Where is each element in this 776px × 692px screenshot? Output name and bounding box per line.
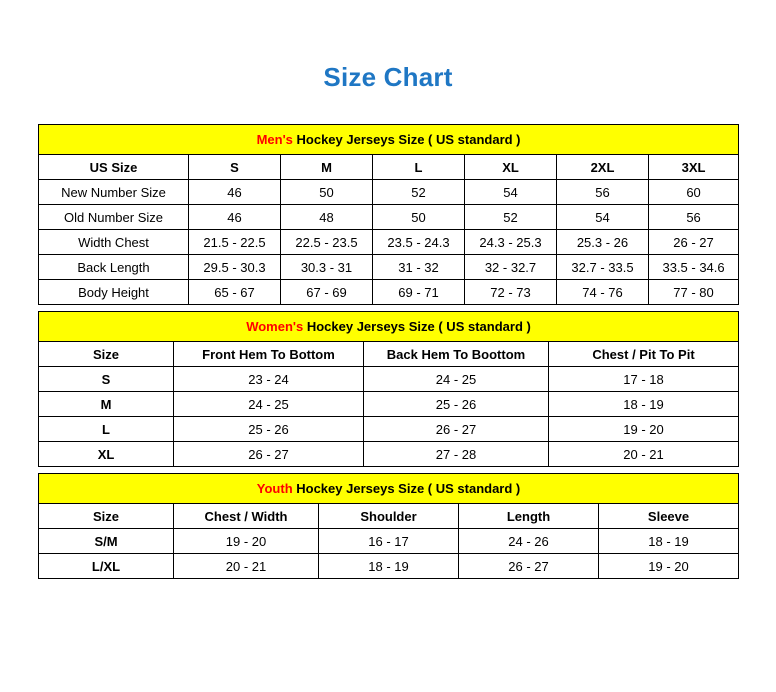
mens-row-3-val-4: 32.7 - 33.5 <box>557 255 649 280</box>
womens-row-3-val-2: 20 - 21 <box>549 442 739 467</box>
youth-col-0: Size <box>39 504 174 529</box>
mens-row-2-val-4: 25.3 - 26 <box>557 230 649 255</box>
table-row <box>39 180 739 205</box>
youth-row-0-val-1: 16 - 17 <box>319 529 459 554</box>
mens-row-3-val-2: 31 - 32 <box>373 255 465 280</box>
table-row <box>39 205 739 230</box>
mens-row-2-val-1: 22.5 - 23.5 <box>281 230 373 255</box>
table-section-heading-row <box>39 312 739 342</box>
mens-heading-rest: Hockey Jerseys Size ( US standard ) <box>292 132 521 147</box>
youth-row-1-label: L/XL <box>39 554 174 579</box>
youth-col-1: Chest / Width <box>174 504 319 529</box>
womens-row-1-label: M <box>39 392 174 417</box>
youth-heading-rest: Hockey Jerseys Size ( US standard ) <box>292 481 521 496</box>
mens-row-0-val-0: 46 <box>189 180 281 205</box>
womens-row-2-val-0: 25 - 26 <box>174 417 364 442</box>
table-header-row <box>39 155 739 180</box>
table-header-row <box>39 342 739 367</box>
mens-row-2-val-5: 26 - 27 <box>649 230 739 255</box>
table-section-heading-row <box>39 125 739 155</box>
mens-row-3-label: Back Length <box>39 255 189 280</box>
mens-row-3-val-5: 33.5 - 34.6 <box>649 255 739 280</box>
womens-row-1-val-0: 24 - 25 <box>174 392 364 417</box>
womens-row-0-val-2: 17 - 18 <box>549 367 739 392</box>
womens-row-2-val-1: 26 - 27 <box>364 417 549 442</box>
youth-col-4: Sleeve <box>599 504 739 529</box>
youth-row-1-val-1: 18 - 19 <box>319 554 459 579</box>
mens-col-1: S <box>189 155 281 180</box>
mens-col-5: 2XL <box>557 155 649 180</box>
mens-col-6: 3XL <box>649 155 739 180</box>
size-chart-tables <box>38 124 738 579</box>
womens-col-2: Back Hem To Boottom <box>364 342 549 367</box>
womens-section-heading <box>39 312 739 342</box>
womens-row-3-val-1: 27 - 28 <box>364 442 549 467</box>
youth-row-0-val-3: 18 - 19 <box>599 529 739 554</box>
youth-row-1-val-2: 26 - 27 <box>459 554 599 579</box>
mens-row-1-val-4: 54 <box>557 205 649 230</box>
womens-row-2-val-2: 19 - 20 <box>549 417 739 442</box>
womens-row-2-label: L <box>39 417 174 442</box>
mens-row-3-val-3: 32 - 32.7 <box>465 255 557 280</box>
youth-row-1-val-0: 20 - 21 <box>174 554 319 579</box>
mens-row-1-val-3: 52 <box>465 205 557 230</box>
mens-col-0: US Size <box>39 155 189 180</box>
table-row <box>39 367 739 392</box>
mens-row-4-val-2: 69 - 71 <box>373 280 465 305</box>
womens-row-3-label: XL <box>39 442 174 467</box>
mens-row-1-val-2: 50 <box>373 205 465 230</box>
mens-size-table <box>38 124 739 305</box>
mens-row-0-val-1: 50 <box>281 180 373 205</box>
youth-row-1-val-3: 19 - 20 <box>599 554 739 579</box>
mens-col-4: XL <box>465 155 557 180</box>
table-row <box>39 392 739 417</box>
mens-row-2-val-0: 21.5 - 22.5 <box>189 230 281 255</box>
mens-row-4-val-1: 67 - 69 <box>281 280 373 305</box>
womens-row-3-val-0: 26 - 27 <box>174 442 364 467</box>
mens-row-0-val-5: 60 <box>649 180 739 205</box>
mens-section-heading <box>39 125 739 155</box>
table-row <box>39 280 739 305</box>
table-row <box>39 255 739 280</box>
mens-row-1-val-5: 56 <box>649 205 739 230</box>
page-title: Size Chart <box>323 62 453 92</box>
youth-row-0-val-2: 24 - 26 <box>459 529 599 554</box>
womens-row-1-val-2: 18 - 19 <box>549 392 739 417</box>
womens-col-3: Chest / Pit To Pit <box>549 342 739 367</box>
mens-row-3-val-1: 30.3 - 31 <box>281 255 373 280</box>
mens-row-4-label: Body Height <box>39 280 189 305</box>
womens-row-1-val-1: 25 - 26 <box>364 392 549 417</box>
table-header-row <box>39 504 739 529</box>
womens-size-table <box>38 311 739 467</box>
table-row <box>39 442 739 467</box>
table-section-heading-row <box>39 474 739 504</box>
mens-row-0-val-3: 54 <box>465 180 557 205</box>
mens-row-4-val-3: 72 - 73 <box>465 280 557 305</box>
womens-row-0-label: S <box>39 367 174 392</box>
womens-heading-rest: Hockey Jerseys Size ( US standard ) <box>303 319 531 334</box>
mens-row-3-val-0: 29.5 - 30.3 <box>189 255 281 280</box>
womens-col-0: Size <box>39 342 174 367</box>
youth-row-0-val-0: 19 - 20 <box>174 529 319 554</box>
mens-row-1-val-0: 46 <box>189 205 281 230</box>
mens-col-3: L <box>373 155 465 180</box>
youth-col-2: Shoulder <box>319 504 459 529</box>
mens-row-4-val-4: 74 - 76 <box>557 280 649 305</box>
womens-row-0-val-1: 24 - 25 <box>364 367 549 392</box>
mens-row-0-label: New Number Size <box>39 180 189 205</box>
mens-heading-accent: Men's <box>256 132 293 147</box>
womens-col-1: Front Hem To Bottom <box>174 342 364 367</box>
mens-row-0-val-2: 52 <box>373 180 465 205</box>
womens-heading-accent: Women's <box>246 319 304 334</box>
youth-heading-accent: Youth <box>256 481 293 496</box>
mens-row-2-label: Width Chest <box>39 230 189 255</box>
mens-row-2-val-3: 24.3 - 25.3 <box>465 230 557 255</box>
mens-row-0-val-4: 56 <box>557 180 649 205</box>
youth-size-table <box>38 473 739 579</box>
table-row <box>39 417 739 442</box>
table-row <box>39 230 739 255</box>
womens-row-0-val-0: 23 - 24 <box>174 367 364 392</box>
mens-row-1-val-1: 48 <box>281 205 373 230</box>
table-row <box>39 529 739 554</box>
mens-row-1-label: Old Number Size <box>39 205 189 230</box>
youth-section-heading <box>39 474 739 504</box>
youth-col-3: Length <box>459 504 599 529</box>
mens-row-4-val-5: 77 - 80 <box>649 280 739 305</box>
mens-row-2-val-2: 23.5 - 24.3 <box>373 230 465 255</box>
table-row <box>39 554 739 579</box>
mens-col-2: M <box>281 155 373 180</box>
youth-row-0-label: S/M <box>39 529 174 554</box>
mens-row-4-val-0: 65 - 67 <box>189 280 281 305</box>
